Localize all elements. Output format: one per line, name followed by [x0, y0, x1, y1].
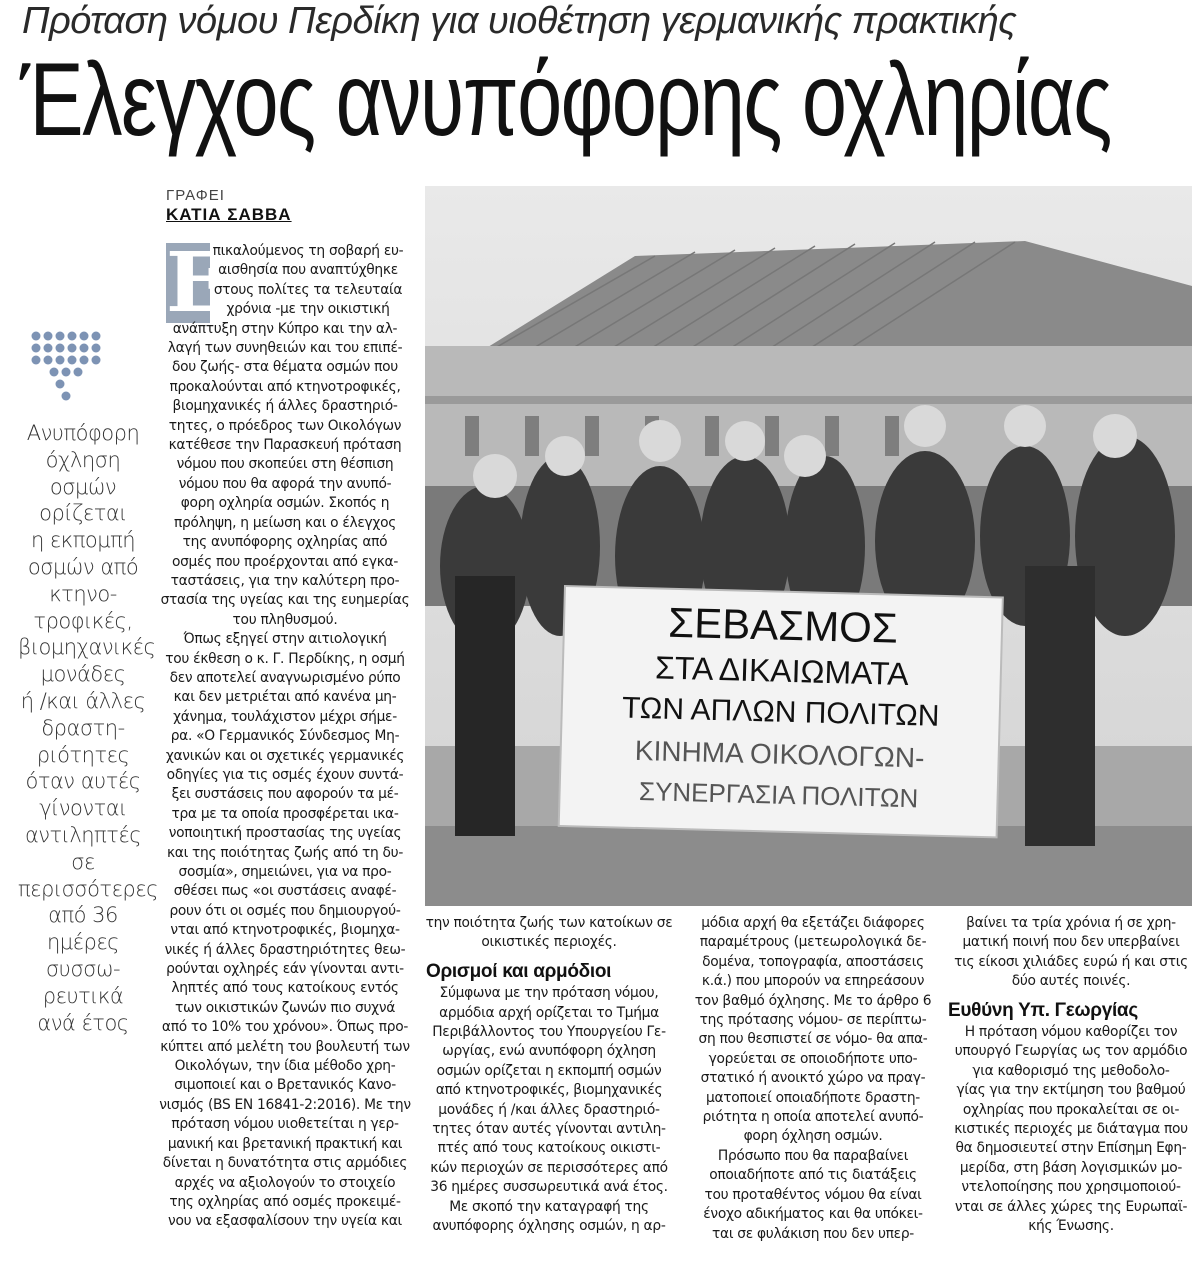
column-4	[946, 914, 1196, 1237]
pull-quote-line: περισσότερες	[18, 876, 158, 901]
column-1	[158, 235, 412, 1232]
col1-line: κύπτει από μελέτη του βουλευτή των	[160, 1038, 410, 1055]
col3-line: φορη όχληση οσμών.	[743, 1128, 883, 1145]
col1-line: ξει συστάσεις που αφορούν τα μέ-	[171, 786, 399, 803]
col1-line: φορη οχληρία οσμών. Σκοπός η	[180, 495, 390, 512]
protest-photo	[425, 186, 1192, 906]
col1-line: δεν αποτελεί αναγνωρισμένο ρύπο	[169, 669, 401, 686]
col1-line: νόμου που σκοπεύει στη θέσπιση	[176, 456, 394, 473]
subheading-ministry: Ευθύνη Υπ. Γεωργίας	[948, 999, 1138, 1021]
col1-line: τητες, ο πρόεδρος των Οικολόγων	[168, 417, 402, 434]
col2-line: από κτηνοτροφικές, βιομηχανικές	[435, 1082, 663, 1099]
col4-line: νται σε άλλες χώρες της Ευρωπαϊ-	[954, 1198, 1188, 1215]
col4top-line: τις είκοσι χιλιάδες ευρώ ή και στις	[954, 953, 1188, 970]
article-headline: Έλεγχος ανυπόφορης οχληρίας	[20, 42, 1111, 158]
col1-line: βιομηχανικές ή άλλες δραστηριό-	[172, 398, 398, 415]
col1-line: νισμός (BS EN 16841-2:2016). Με την	[159, 1096, 411, 1113]
protest-photo-image	[425, 186, 1192, 906]
banner-line-4: ΚΙΝΗΜΑ ΟΙΚΟΛΟΓΩΝ-	[634, 734, 925, 774]
col1-line: της ανυπόφορης οχληρίας από	[182, 534, 388, 551]
col3-line: μόδια αρχή θα εξετάζει διάφορες	[701, 915, 925, 931]
col3-line: ται σε φυλάκιση που δεν υπερ-	[712, 1225, 914, 1242]
col1-line: του πληθυσμού.	[232, 611, 338, 628]
col1-line: της οχληρίας από οσμές προκειμέ-	[169, 1193, 401, 1210]
col3-line: Πρόσωπο που θα παραβαίνει	[717, 1147, 909, 1164]
col1-line: κατέθεσε την Παρασκευή πρόταση	[168, 437, 402, 454]
col3-line: κ.ά.) που μπορούν να επηρεάσουν	[701, 973, 925, 990]
col2-line: Με σκοπό την καταγραφή της	[449, 1198, 649, 1215]
col1-line: δίνεται η δυνατότητα στις αρμόδιες	[162, 1155, 408, 1172]
col2-line: ωργίας, ενώ ανυπόφορη όχληση	[442, 1043, 656, 1060]
col1-line: και δεν μετριέται από κανένα μη-	[173, 689, 397, 706]
col3-line: στατικό ή ανοικτό χώρο να πραγ-	[700, 1070, 926, 1087]
col4-line: οχληρίας που προκαλείται σε οι-	[962, 1101, 1180, 1118]
col1-line: Οικολόγων, την ίδια μέθοδο χρη-	[174, 1058, 396, 1075]
col3-line: τον βαθμό όχλησης. Με το άρθρο 6	[694, 992, 932, 1009]
col2top-line: οικιστικές περιοχές.	[481, 934, 617, 951]
col1-line: πικαλούμενος τη σοβαρή ευ-	[212, 243, 404, 259]
pull-quote-line: γίνονται	[39, 796, 127, 821]
article-kicker: Πρόταση νόμου Περδίκη για υιοθέτηση γερμανικής πρακτικής	[22, 0, 1017, 42]
col1-line: οσμές που προέρχονται από εγκα-	[171, 553, 399, 570]
pull-quote-line: συσσω-	[45, 956, 121, 981]
col1-line: αρχές να αξιολογούν το στοιχείο	[174, 1174, 396, 1191]
col4top-line: βαίνει τα τρία χρόνια ή σε χρη-	[966, 915, 1176, 931]
column-3	[682, 914, 944, 1244]
pull-quote-line: όχληση	[45, 447, 121, 472]
col1-line: σιμοποιεί και ο Βρετανικός Κανο-	[174, 1077, 396, 1094]
col1-line: νοποιητική προστασίας της υγείας	[168, 825, 402, 842]
pull-quote	[18, 420, 158, 1036]
col4-line: θα δημοσιευτεί στην Επίσημη Εφη-	[955, 1140, 1187, 1157]
banner-line-2: ΣΤΑ ΔΙΚΑΙΩΜΑΤΑ	[654, 649, 910, 693]
col4-line: για καθορισμό της μεθοδολο-	[972, 1062, 1170, 1079]
column-2	[418, 914, 680, 1237]
subheading-definitions: Ορισμοί και αρμόδιοι	[426, 960, 612, 982]
col1-line: χρόνια -με την οικιστική	[226, 301, 390, 318]
col2-line: αρμόδια αρχή ορίζεται το Τμήμα	[439, 1004, 659, 1021]
col1-line: νου να εξασφαλίσουν την υγεία και	[168, 1213, 402, 1230]
col1-line: από το 10% του χρόνου». Όπως προ-	[161, 1019, 409, 1036]
col3-line: του προταθέντος νόμου θα είναι	[704, 1186, 922, 1203]
col3-line: ση που θεσπιστεί σε νόμο- θα απα-	[698, 1031, 928, 1048]
col1-line: ρούνται οχληρές εάν γίνονται αντι-	[166, 961, 404, 978]
col1-line: του έκθεση ο κ. Γ. Περδίκης, η οσμή	[165, 650, 405, 667]
byline-author: ΚΑΤΙΑ ΣΑΒΒΑ	[166, 205, 292, 224]
col1-line: πρόληψη, η μείωση και ο έλεγχος	[173, 514, 397, 531]
banner-line-3: ΤΩΝ ΑΠΛΩΝ ΠΟΛΙΤΩΝ	[621, 691, 940, 733]
pull-quote-line: ανά έτος	[37, 1010, 129, 1035]
pull-quote-line: από 36	[48, 903, 118, 928]
col1-line: νται από κτηνοτροφικές, βιομηχα-	[170, 922, 400, 939]
pull-quote-line: δραστη-	[41, 715, 125, 740]
pull-quote-line: η εκπομπή	[30, 528, 136, 553]
pull-quote-line: ημέρες	[46, 930, 120, 955]
col3-line: γορεύεται σε οποιοδήποτε υπο-	[708, 1050, 918, 1067]
col1-line: των οικιστικών ζωνών πιο συχνά	[174, 999, 396, 1016]
col4-line: κιστικές περιοχές με διάταγμα που	[954, 1121, 1188, 1138]
pull-quote-line: ρευτικά	[42, 983, 124, 1008]
pull-quote-line: Ανυπόφορη	[26, 421, 140, 445]
pull-quote-line: ριότητες	[36, 742, 130, 767]
col1-line: στασία της υγείας και της ευημερίας	[160, 592, 410, 609]
col4-line: Η πρόταση νόμου καθορίζει τον	[964, 1024, 1178, 1041]
col4-line: μερίδα, στη βάση λογισμικών μο-	[959, 1159, 1183, 1176]
col2-line: μονάδες ή /και άλλες δραστηριό-	[438, 1101, 660, 1118]
col3-line: οποιαδήποτε από τις διατάξεις	[709, 1167, 917, 1184]
col2-line: 36 ημέρες συσσωρευτικά ανά έτος.	[430, 1179, 668, 1196]
col2-line: ανυπόφορης όχλησης οσμών, η αρ-	[432, 1218, 666, 1235]
banner-line-5: ΣΥΝΕΡΓΑΣΙΑ ΠΟΛΙΤΩΝ	[638, 776, 919, 814]
pull-quote-line: ορίζεται	[39, 501, 127, 526]
col1-line: ρα. «Ο Γερμανικός Σύνδεσμος Μη-	[170, 728, 400, 745]
dropcap: Ε	[166, 235, 229, 331]
col1-line: και της ποιότητας ζωής από τη δυ-	[166, 844, 404, 861]
col2-line: τητες όταν αυτές γίνονται αντιλη-	[432, 1121, 666, 1138]
pull-quote-line: ή /και άλλες	[20, 688, 146, 713]
col1-line: προκαλούνται από κτηνοτροφικές,	[169, 378, 401, 395]
col1-line: νόμου που θα αφορά την ανυπό-	[178, 475, 392, 492]
col1-line: ληπτές από τους κατοίκους εντός	[171, 980, 399, 997]
col4-line: υπουργό Γεωργίας ως τον αρμόδιο	[954, 1043, 1188, 1060]
col1-line: στους πολίτες τα τελευταία	[213, 281, 403, 298]
pull-quote-line: κτηνο-	[49, 581, 117, 606]
col1-line: οδηγίες για τις οσμές έχουν συντά-	[166, 766, 404, 783]
col2top-line: την ποιότητα ζωής των κατοίκων σε	[425, 915, 673, 931]
col4-line: κής Ένωσης.	[1028, 1218, 1114, 1235]
col3-line: παραμέτρους (μετεωρολογικά δε-	[699, 934, 927, 951]
col1-line: σθέσει πως «οι συστάσεις αναφέ-	[173, 883, 397, 900]
pull-quote-line: οσμών	[49, 474, 117, 499]
col4-line: γίας για την εκτίμηση του βαθμού	[956, 1082, 1186, 1099]
col3-line: δομένα, τοπογραφία, αποστάσεις	[702, 953, 924, 970]
col1-line: λαγή των συνηθειών και του επιπέ-	[167, 340, 403, 357]
col1-line: νικές ή άλλες δραστηριότητες θεω-	[164, 941, 406, 958]
col1-line: χανικών και οι σχετικές γερμανικές	[165, 747, 405, 764]
col1-line: σοσμία», σημειώνει, για να προ-	[178, 864, 392, 880]
pull-quote-line: όταν αυτές	[25, 769, 141, 794]
col1-line: αισθησία που αναπτύχθηκε	[218, 262, 398, 279]
col2-line: κών περιοχών σε περισσότερες από	[430, 1159, 668, 1176]
byline-label: ΓΡΑΦΕΙ	[166, 187, 225, 204]
banner-line-1: ΣΕΒΑΣΜΟΣ	[667, 598, 899, 652]
col4top-line: δύο αυτές ποινές.	[1011, 973, 1131, 990]
col1-line: ρουν ότι οι οσμές που δημιουργού-	[169, 902, 401, 919]
pull-quote-line: αντιληπτές σε	[24, 822, 142, 874]
pull-quote-line: οσμών από	[27, 554, 139, 579]
col1-line: τρα με τα οποία προσφέρεται ικα-	[171, 805, 399, 822]
dots-ornament-icon	[30, 330, 105, 405]
pull-quote-line: βιομηχανικές	[18, 635, 156, 660]
pull-quote-line: τροφικές,	[33, 608, 133, 633]
col1-line: δου ζωής- στα θέματα οσμών που	[172, 359, 398, 376]
col1-line: ταστάσεις, για την καλύτερη προ-	[170, 572, 400, 589]
col3-line: ριότητα η οποία αποτελεί ανυπό-	[702, 1109, 924, 1126]
col1-line: ανάπτυξη στην Κύπρο και την αλ-	[172, 320, 398, 337]
col3-line: της πρότασης νόμου- σε περίπτω-	[699, 1012, 927, 1029]
col2-line: Περιβάλλοντος του Υπουργείου Γε-	[432, 1024, 666, 1041]
col1-line: πρόταση νόμου υιοθετείται η γερ-	[171, 1116, 399, 1133]
pull-quote-line: μονάδες	[40, 662, 126, 687]
col2-line: πτές από τους κατοίκους οικιστι-	[437, 1140, 661, 1157]
col3-line: ένοχο αδικήματος και θα υπόκει-	[703, 1206, 923, 1223]
col4top-line: ματική ποινή που δεν υπερβαίνει	[962, 934, 1180, 951]
col1-line: Όπως εξηγεί στην αιτιολογική	[183, 631, 387, 648]
col3-line: ματοποιεί οποιαδήποτε δραστη-	[706, 1089, 920, 1106]
col1-line: χάνημα, τουλάχιστον μέχρι σήμε-	[173, 708, 397, 725]
col2-line: οσμών ορίζεται η εκπομπή οσμών	[436, 1062, 662, 1079]
col2-line: Σύμφωνα με την πρόταση νόμου,	[439, 985, 659, 1002]
col1-line: μανική και βρετανική πρακτική και	[167, 1135, 403, 1152]
col4-line: ντελοποίησης που χρησιμοποιού-	[961, 1179, 1181, 1196]
